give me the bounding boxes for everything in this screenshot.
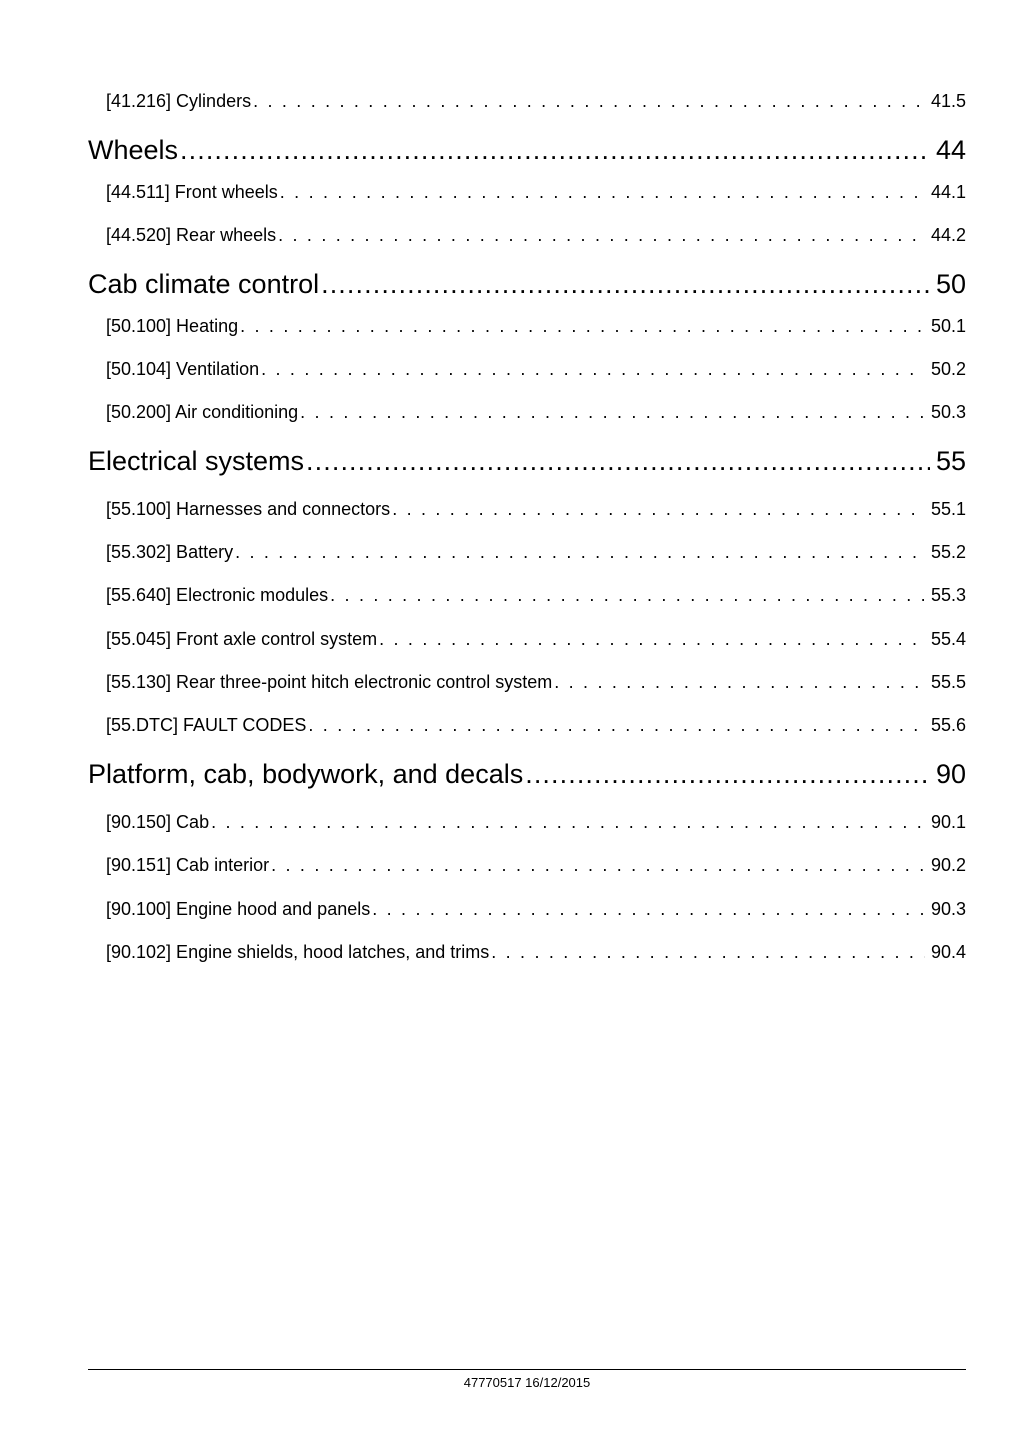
toc-entry-page: 55.4 <box>930 629 966 649</box>
toc-entry-rear-wheels[interactable] <box>106 223 966 247</box>
dot-leader <box>278 223 925 247</box>
toc-entry-label: [50.104] Ventilation <box>106 359 260 379</box>
dot-leader <box>491 940 925 964</box>
dot-leader <box>392 497 925 521</box>
toc-entry-page: 50.1 <box>930 316 966 336</box>
toc-entry-cylinders[interactable] <box>106 89 966 113</box>
dot-leader <box>554 670 925 694</box>
toc-entry-page: 90.3 <box>930 899 966 919</box>
toc-entry-page: 90.4 <box>930 942 966 962</box>
toc-entry-page: 50.2 <box>930 359 966 379</box>
toc-entry-label: [90.150] Cab <box>106 812 210 832</box>
toc-entry-label: [55.640] Electronic modules <box>106 585 329 605</box>
toc-section-page: 55 <box>935 446 966 476</box>
toc-entry-harnesses[interactable] <box>106 497 966 521</box>
toc-entry-label: [55.DTC] FAULT CODES <box>106 715 307 735</box>
toc-entry-rear-hitch-control[interactable] <box>106 670 966 694</box>
toc-entry-label: [55.045] Front axle control system <box>106 629 378 649</box>
toc-section-title: Cab climate control <box>88 269 320 299</box>
toc-section-electrical-systems[interactable] <box>88 444 966 478</box>
toc-entry-label: [90.100] Engine hood and panels <box>106 899 371 919</box>
dot-leader <box>235 540 925 564</box>
toc-entry-page: 55.2 <box>930 542 966 562</box>
toc-section-page: 44 <box>935 135 966 165</box>
toc-section-page: 50 <box>935 269 966 299</box>
toc-entry-label: [55.100] Harnesses and connectors <box>106 499 391 519</box>
dot-leader <box>379 627 925 651</box>
toc-entry-front-wheels[interactable] <box>106 180 966 204</box>
toc-entry-page: 50.3 <box>930 402 966 422</box>
dot-leader <box>261 357 925 381</box>
dot-leader <box>300 400 925 424</box>
toc-entry-page: 55.1 <box>930 499 966 519</box>
toc-entry-label: [55.302] Battery <box>106 542 234 562</box>
dot-leader <box>306 444 930 478</box>
dot-leader <box>280 180 925 204</box>
toc-entry-page: 55.5 <box>930 672 966 692</box>
toc-entry-heating[interactable] <box>106 314 966 338</box>
dot-leader <box>211 810 925 834</box>
dot-leader <box>240 314 925 338</box>
toc-entry-battery[interactable] <box>106 540 966 564</box>
toc-entry-engine-hood[interactable] <box>106 897 966 921</box>
toc-entry-label: [50.100] Heating <box>106 316 239 336</box>
toc-entry-label: [44.520] Rear wheels <box>106 225 277 245</box>
dot-leader <box>330 583 925 607</box>
toc-entry-label: [90.151] Cab interior <box>106 855 270 875</box>
toc-entry-air-conditioning[interactable] <box>106 400 966 424</box>
toc-section-wheels[interactable] <box>88 133 966 167</box>
toc-entry-page: 44.1 <box>930 182 966 202</box>
toc-entry-label: [55.130] Rear three-point hitch electronic control system <box>106 672 553 692</box>
toc-entry-cab[interactable] <box>106 810 966 834</box>
dot-leader <box>372 897 925 921</box>
toc-entry-electronic-modules[interactable] <box>106 583 966 607</box>
toc-entry-ventilation[interactable] <box>106 357 966 381</box>
toc-section-page: 90 <box>935 759 966 789</box>
toc-entry-front-axle-control[interactable] <box>106 627 966 651</box>
toc-section-title: Electrical systems <box>88 446 305 476</box>
toc-section-platform-cab[interactable] <box>88 757 966 791</box>
toc-section-cab-climate-control[interactable] <box>88 267 966 301</box>
footer-divider <box>88 1369 966 1370</box>
toc-entry-page: 55.6 <box>930 715 966 735</box>
toc-section-title: Wheels <box>88 135 179 165</box>
dot-leader <box>271 853 925 877</box>
toc-entry-page: 41.5 <box>930 91 966 111</box>
toc-entry-label: [41.216] Cylinders <box>106 91 252 111</box>
dot-leader <box>321 267 930 301</box>
dot-leader <box>253 89 925 113</box>
toc-entry-fault-codes[interactable] <box>106 713 966 737</box>
toc-entry-label: [90.102] Engine shields, hood latches, and trims <box>106 942 490 962</box>
toc-entry-page: 90.2 <box>930 855 966 875</box>
toc-entry-label: [44.511] Front wheels <box>106 182 278 202</box>
dot-leader <box>308 713 925 737</box>
toc-entry-cab-interior[interactable] <box>106 853 966 877</box>
toc-entry-engine-shields[interactable] <box>106 940 966 964</box>
dot-leader <box>180 133 930 167</box>
toc-entry-page: 90.1 <box>930 812 966 832</box>
toc-entry-page: 55.3 <box>930 585 966 605</box>
dot-leader <box>525 757 930 791</box>
footer-document-id: 47770517 16/12/2015 <box>463 1375 591 1390</box>
toc-section-title: Platform, cab, bodywork, and decals <box>88 759 524 789</box>
toc-entry-label: [50.200] Air conditioning <box>106 402 299 422</box>
toc-entry-page: 44.2 <box>930 225 966 245</box>
